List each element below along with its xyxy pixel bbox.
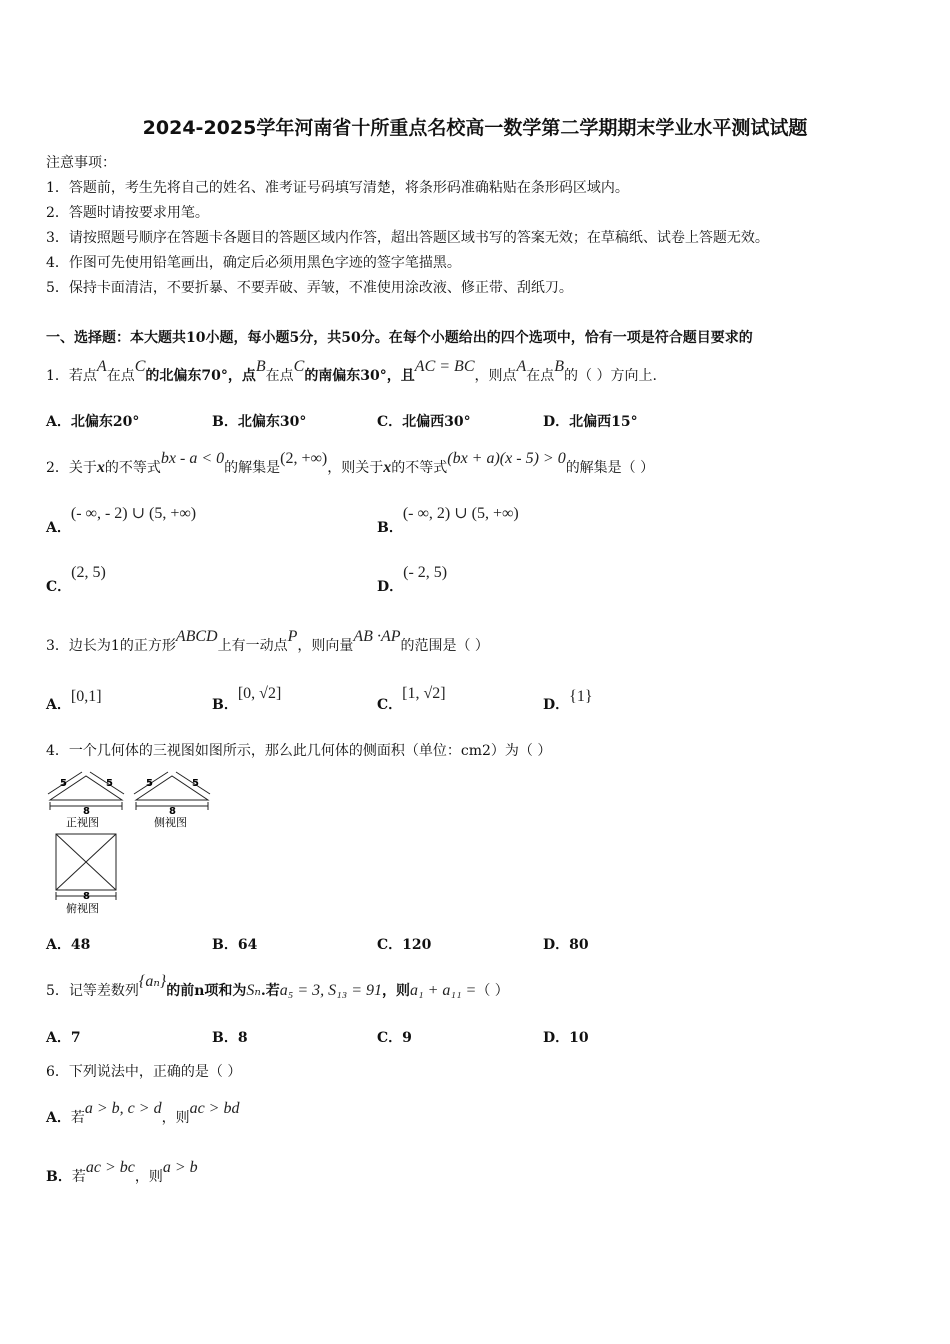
- option-c[interactable]: C．[1, √2]: [377, 685, 446, 713]
- option-d[interactable]: D．{1}: [543, 688, 593, 713]
- option-d[interactable]: D．10: [543, 1030, 589, 1046]
- side-base: 8: [169, 806, 176, 817]
- option-b[interactable]: B．北偏东30°: [212, 414, 307, 430]
- page-title: 2024-2025学年河南省十所重点名校高一数学第二学期期末学业水平测试试题: [142, 117, 808, 139]
- question-2: 2．关于x的不等式bx - a < 0的解集是(2, +∞)，则关于x的不等式(bx + a)(x - 5) > 0的解集是（ ）: [46, 450, 655, 476]
- three-view-figure: [44, 768, 224, 918]
- option-b[interactable]: B．若ac > bc，则a > b: [46, 1159, 198, 1185]
- question-1: 1．若点A在点C的北偏东70°，点B在点C的南偏东30°，且AC = BC，则点A在点B的（ ）方向上.: [46, 358, 657, 384]
- question-4: 4．一个几何体的三视图如图所示，那么此几何体的侧面积（单位：cm2）为（ ）: [46, 743, 552, 759]
- option-c[interactable]: C．北偏西30°: [377, 414, 471, 430]
- note-item: 4．作图可先使用铅笔画出，确定后必须用黑色字迹的签字笔描黑。: [46, 255, 461, 271]
- top-base: 8: [83, 891, 90, 902]
- note-item: 2．答题时请按要求用笔。: [46, 205, 209, 221]
- option-a[interactable]: A．(- ∞, - 2) ∪ (5, +∞): [46, 505, 197, 536]
- question-5: 5．记等差数列{aₙ}的前n项和为Sₙ.若a₅ = 3, S₁₃ = 91，则a₁ + a₁₁ =（ ）: [46, 973, 509, 999]
- option-c[interactable]: C．(2, 5): [46, 564, 106, 595]
- option-d[interactable]: D．(- 2, 5): [377, 564, 448, 595]
- option-b[interactable]: B．[0, √2]: [212, 685, 282, 713]
- option-c[interactable]: C．120: [377, 937, 432, 953]
- side-slant-right: 5: [192, 778, 199, 789]
- note-item: 3．请按照题号顺序在答题卡各题目的答题区域内作答，超出答题区域书写的答案无效；在草稿纸、试卷上答题无效。: [46, 230, 769, 246]
- option-a[interactable]: A．[0,1]: [46, 688, 102, 713]
- side-slant-left: 5: [146, 778, 153, 789]
- option-a[interactable]: A．北偏东20°: [46, 414, 140, 430]
- option-b[interactable]: B．64: [212, 937, 258, 953]
- option-c[interactable]: C．9: [377, 1030, 412, 1046]
- top-view-label: 俯视图: [66, 902, 99, 915]
- option-d[interactable]: D．80: [543, 937, 589, 953]
- option-a[interactable]: A．7: [46, 1030, 81, 1046]
- note-item: 1．答题前，考生先将自己的姓名、准考证号码填写清楚，将条形码准确粘贴在条形码区域内。: [46, 180, 629, 196]
- front-slant-right: 5: [106, 778, 113, 789]
- option-b[interactable]: B．8: [212, 1030, 248, 1046]
- option-a[interactable]: A．若a > b, c > d，则ac > bd: [46, 1100, 240, 1126]
- side-view-label: 侧视图: [154, 816, 187, 829]
- front-view-label: 正视图: [66, 816, 99, 829]
- option-b[interactable]: B．(- ∞, 2) ∪ (5, +∞): [377, 505, 519, 536]
- front-slant-left: 5: [60, 778, 67, 789]
- question-6: 6．下列说法中，正确的是（ ）: [46, 1064, 242, 1080]
- option-a[interactable]: A．48: [46, 937, 91, 953]
- section-heading: 一、选择题：本大题共10小题，每小题5分，共50分。在每个小题给出的四个选项中，恰有一项是符合题目要求的: [46, 330, 753, 346]
- notes-heading: 注意事项：: [46, 155, 116, 171]
- option-d[interactable]: D．北偏西15°: [543, 414, 638, 430]
- front-base: 8: [83, 806, 90, 817]
- question-3: 3．边长为1的正方形ABCD上有一动点P，则向量AB ·AP的范围是（ ）: [46, 628, 489, 654]
- note-item: 5．保持卡面清洁，不要折暴、不要弄破、弄皱，不准使用涂改液、修正带、刮纸刀。: [46, 280, 573, 296]
